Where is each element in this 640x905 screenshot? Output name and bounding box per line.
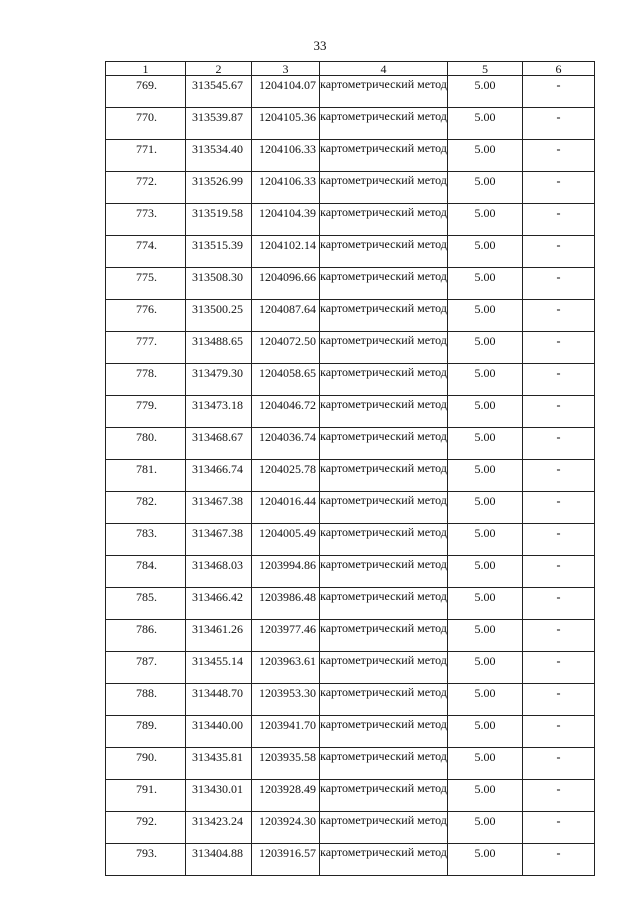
- note-cell: -: [523, 556, 595, 588]
- point-number-cell: 772.: [106, 172, 186, 204]
- y-coordinate-cell: 1203924.30: [252, 812, 320, 844]
- accuracy-cell: 5.00: [448, 524, 523, 556]
- table-row: [106, 268, 595, 300]
- x-coordinate-cell: 313467.38: [186, 492, 252, 524]
- page-number: 33: [313, 38, 327, 53]
- column-header: 2: [186, 62, 252, 76]
- table-row: [106, 780, 595, 812]
- note-cell: -: [523, 428, 595, 460]
- table-row: [106, 812, 595, 844]
- accuracy-cell: 5.00: [448, 396, 523, 428]
- table-row: [106, 300, 595, 332]
- note-cell: -: [523, 140, 595, 172]
- note-cell: -: [523, 748, 595, 780]
- note-cell: -: [523, 76, 595, 108]
- method-cell: картометрический метод: [320, 108, 448, 140]
- x-coordinate-cell: 313545.67: [186, 76, 252, 108]
- point-number-cell: 783.: [106, 524, 186, 556]
- note-cell: -: [523, 620, 595, 652]
- point-number-cell: 792.: [106, 812, 186, 844]
- y-coordinate-cell: 1203928.49: [252, 780, 320, 812]
- x-coordinate-cell: 313404.88: [186, 844, 252, 876]
- point-number-cell: 790.: [106, 748, 186, 780]
- method-cell: картометрический метод: [320, 172, 448, 204]
- accuracy-cell: 5.00: [448, 236, 523, 268]
- accuracy-cell: 5.00: [448, 748, 523, 780]
- method-cell: картометрический метод: [320, 364, 448, 396]
- method-cell: картометрический метод: [320, 428, 448, 460]
- y-coordinate-cell: 1204106.33: [252, 172, 320, 204]
- accuracy-cell: 5.00: [448, 204, 523, 236]
- accuracy-cell: 5.00: [448, 716, 523, 748]
- accuracy-cell: 5.00: [448, 460, 523, 492]
- table-row: [106, 652, 595, 684]
- accuracy-cell: 5.00: [448, 300, 523, 332]
- column-header: 1: [106, 62, 186, 76]
- column-header: 6: [523, 62, 595, 76]
- method-cell: картометрический метод: [320, 268, 448, 300]
- y-coordinate-cell: 1204072.50: [252, 332, 320, 364]
- point-number-cell: 778.: [106, 364, 186, 396]
- point-number-cell: 780.: [106, 428, 186, 460]
- table-row: [106, 460, 595, 492]
- x-coordinate-cell: 313466.74: [186, 460, 252, 492]
- y-coordinate-cell: 1203994.86: [252, 556, 320, 588]
- x-coordinate-cell: 313515.39: [186, 236, 252, 268]
- table-row: [106, 172, 595, 204]
- x-coordinate-cell: 313440.00: [186, 716, 252, 748]
- table-row: [106, 716, 595, 748]
- note-cell: -: [523, 268, 595, 300]
- x-coordinate-cell: 313466.42: [186, 588, 252, 620]
- point-number-cell: 793.: [106, 844, 186, 876]
- point-number-cell: 788.: [106, 684, 186, 716]
- table-row: [106, 588, 595, 620]
- point-number-cell: 774.: [106, 236, 186, 268]
- x-coordinate-cell: 313488.65: [186, 332, 252, 364]
- method-cell: картометрический метод: [320, 780, 448, 812]
- method-cell: картометрический метод: [320, 556, 448, 588]
- table-row: [106, 396, 595, 428]
- accuracy-cell: 5.00: [448, 268, 523, 300]
- method-cell: картометрический метод: [320, 620, 448, 652]
- point-number-cell: 789.: [106, 716, 186, 748]
- x-coordinate-cell: 313467.38: [186, 524, 252, 556]
- point-number-cell: 770.: [106, 108, 186, 140]
- method-cell: картометрический метод: [320, 396, 448, 428]
- method-cell: картометрический метод: [320, 524, 448, 556]
- table-row: [106, 844, 595, 876]
- accuracy-cell: 5.00: [448, 492, 523, 524]
- column-header: 4: [320, 62, 448, 76]
- note-cell: -: [523, 844, 595, 876]
- y-coordinate-cell: 1204105.36: [252, 108, 320, 140]
- point-number-cell: 779.: [106, 396, 186, 428]
- method-cell: картометрический метод: [320, 844, 448, 876]
- accuracy-cell: 5.00: [448, 428, 523, 460]
- table-row: [106, 76, 595, 108]
- note-cell: -: [523, 812, 595, 844]
- table-row: [106, 524, 595, 556]
- x-coordinate-cell: 313455.14: [186, 652, 252, 684]
- table-row: [106, 556, 595, 588]
- note-cell: -: [523, 300, 595, 332]
- point-number-cell: 784.: [106, 556, 186, 588]
- note-cell: -: [523, 716, 595, 748]
- point-number-cell: 769.: [106, 76, 186, 108]
- method-cell: картометрический метод: [320, 332, 448, 364]
- x-coordinate-cell: 313473.18: [186, 396, 252, 428]
- accuracy-cell: 5.00: [448, 844, 523, 876]
- y-coordinate-cell: 1204046.72: [252, 396, 320, 428]
- column-header: 3: [252, 62, 320, 76]
- note-cell: -: [523, 652, 595, 684]
- table-row: [106, 684, 595, 716]
- y-coordinate-cell: 1204096.66: [252, 268, 320, 300]
- method-cell: картометрический метод: [320, 204, 448, 236]
- x-coordinate-cell: 313508.30: [186, 268, 252, 300]
- y-coordinate-cell: 1204005.49: [252, 524, 320, 556]
- accuracy-cell: 5.00: [448, 620, 523, 652]
- table-row: [106, 236, 595, 268]
- point-number-cell: 791.: [106, 780, 186, 812]
- table-row: [106, 748, 595, 780]
- method-cell: картометрический метод: [320, 492, 448, 524]
- point-number-cell: 782.: [106, 492, 186, 524]
- method-cell: картометрический метод: [320, 460, 448, 492]
- accuracy-cell: 5.00: [448, 780, 523, 812]
- accuracy-cell: 5.00: [448, 364, 523, 396]
- x-coordinate-cell: 313435.81: [186, 748, 252, 780]
- accuracy-cell: 5.00: [448, 556, 523, 588]
- x-coordinate-cell: 313468.67: [186, 428, 252, 460]
- method-cell: картометрический метод: [320, 76, 448, 108]
- table-row: [106, 620, 595, 652]
- table-body: [106, 76, 595, 876]
- point-number-cell: 785.: [106, 588, 186, 620]
- method-cell: картометрический метод: [320, 716, 448, 748]
- note-cell: -: [523, 172, 595, 204]
- point-number-cell: 781.: [106, 460, 186, 492]
- accuracy-cell: 5.00: [448, 108, 523, 140]
- note-cell: -: [523, 108, 595, 140]
- y-coordinate-cell: 1203963.61: [252, 652, 320, 684]
- x-coordinate-cell: 313534.40: [186, 140, 252, 172]
- note-cell: -: [523, 236, 595, 268]
- note-cell: -: [523, 684, 595, 716]
- note-cell: -: [523, 204, 595, 236]
- x-coordinate-cell: 313519.58: [186, 204, 252, 236]
- note-cell: -: [523, 332, 595, 364]
- y-coordinate-cell: 1203986.48: [252, 588, 320, 620]
- table-row: [106, 140, 595, 172]
- accuracy-cell: 5.00: [448, 172, 523, 204]
- method-cell: картометрический метод: [320, 300, 448, 332]
- method-cell: картометрический метод: [320, 812, 448, 844]
- y-coordinate-cell: 1204058.65: [252, 364, 320, 396]
- note-cell: -: [523, 364, 595, 396]
- accuracy-cell: 5.00: [448, 812, 523, 844]
- accuracy-cell: 5.00: [448, 332, 523, 364]
- y-coordinate-cell: 1204102.14: [252, 236, 320, 268]
- point-number-cell: 786.: [106, 620, 186, 652]
- y-coordinate-cell: 1204025.78: [252, 460, 320, 492]
- accuracy-cell: 5.00: [448, 588, 523, 620]
- table-row: [106, 428, 595, 460]
- method-cell: картометрический метод: [320, 652, 448, 684]
- table-row: [106, 204, 595, 236]
- note-cell: -: [523, 460, 595, 492]
- point-number-cell: 787.: [106, 652, 186, 684]
- method-cell: картометрический метод: [320, 684, 448, 716]
- accuracy-cell: 5.00: [448, 140, 523, 172]
- x-coordinate-cell: 313526.99: [186, 172, 252, 204]
- point-number-cell: 777.: [106, 332, 186, 364]
- x-coordinate-cell: 313539.87: [186, 108, 252, 140]
- x-coordinate-cell: 313448.70: [186, 684, 252, 716]
- method-cell: картометрический метод: [320, 236, 448, 268]
- table-row: [106, 108, 595, 140]
- y-coordinate-cell: 1203953.30: [252, 684, 320, 716]
- method-cell: картометрический метод: [320, 588, 448, 620]
- accuracy-cell: 5.00: [448, 684, 523, 716]
- method-cell: картометрический метод: [320, 140, 448, 172]
- note-cell: -: [523, 396, 595, 428]
- y-coordinate-cell: 1203916.57: [252, 844, 320, 876]
- table-header-row: [106, 62, 595, 76]
- y-coordinate-cell: 1204016.44: [252, 492, 320, 524]
- point-number-cell: 771.: [106, 140, 186, 172]
- accuracy-cell: 5.00: [448, 76, 523, 108]
- y-coordinate-cell: 1204104.07: [252, 76, 320, 108]
- table-row: [106, 492, 595, 524]
- note-cell: -: [523, 780, 595, 812]
- y-coordinate-cell: 1204087.64: [252, 300, 320, 332]
- y-coordinate-cell: 1203941.70: [252, 716, 320, 748]
- accuracy-cell: 5.00: [448, 652, 523, 684]
- x-coordinate-cell: 313479.30: [186, 364, 252, 396]
- y-coordinate-cell: 1203977.46: [252, 620, 320, 652]
- table-row: [106, 364, 595, 396]
- note-cell: -: [523, 492, 595, 524]
- note-cell: -: [523, 588, 595, 620]
- method-cell: картометрический метод: [320, 748, 448, 780]
- x-coordinate-cell: 313461.26: [186, 620, 252, 652]
- x-coordinate-cell: 313500.25: [186, 300, 252, 332]
- table-row: [106, 332, 595, 364]
- y-coordinate-cell: 1203935.58: [252, 748, 320, 780]
- y-coordinate-cell: 1204106.33: [252, 140, 320, 172]
- x-coordinate-cell: 313423.24: [186, 812, 252, 844]
- x-coordinate-cell: 313430.01: [186, 780, 252, 812]
- y-coordinate-cell: 1204104.39: [252, 204, 320, 236]
- point-number-cell: 775.: [106, 268, 186, 300]
- note-cell: -: [523, 524, 595, 556]
- x-coordinate-cell: 313468.03: [186, 556, 252, 588]
- column-header: 5: [448, 62, 523, 76]
- y-coordinate-cell: 1204036.74: [252, 428, 320, 460]
- point-number-cell: 773.: [106, 204, 186, 236]
- point-number-cell: 776.: [106, 300, 186, 332]
- coordinates-table: [105, 61, 595, 876]
